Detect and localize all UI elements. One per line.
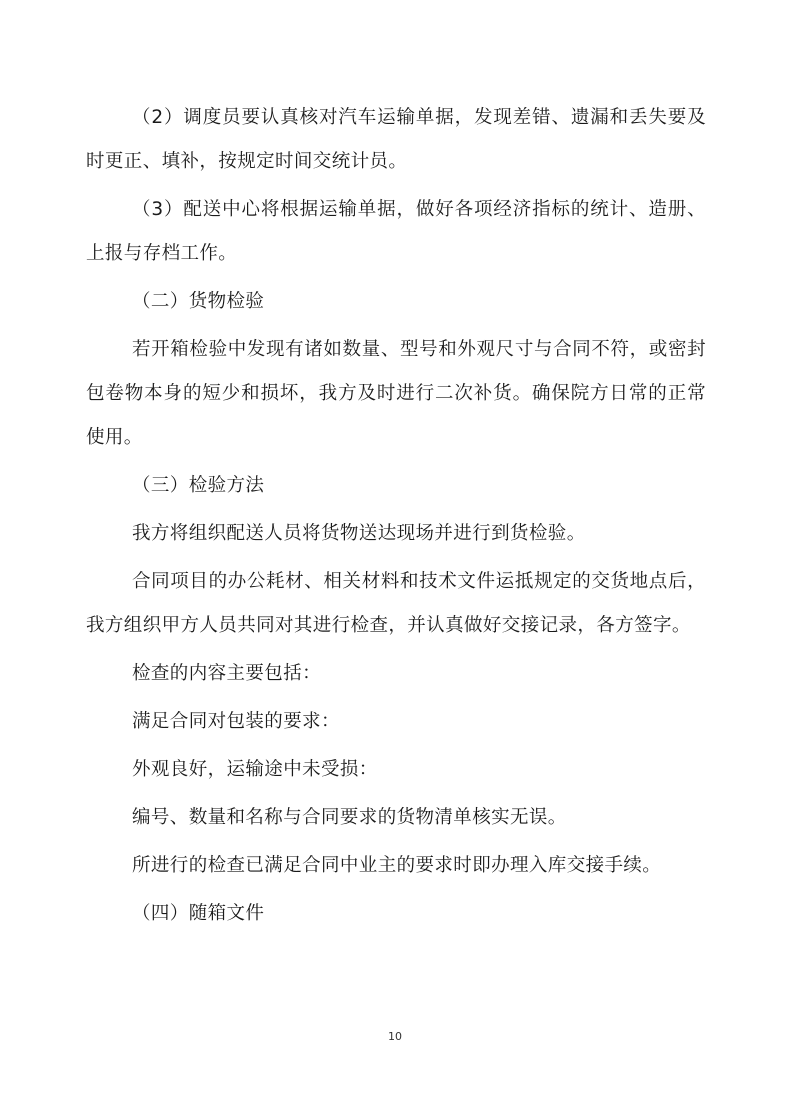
paragraph-warehousing: 所进行的检查已满足合同中业主的要求时即办理入库交接手续。: [132, 855, 662, 876]
heading-accompanying-documents: （四）随箱文件: [132, 903, 265, 924]
paragraph-delivery-inspection: 我方将组织配送人员将货物送达现场并进行到货检验。: [132, 523, 586, 544]
list-item-quantity-check: 编号、数量和名称与合同要求的货物清单核实无误。: [132, 807, 567, 828]
paragraph-unboxing-inspection: 若开箱检验中发现有诸如数量、型号和外观尺寸与合同不符，或密封包卷物本身的短少和损坏，我方及时进行二次补货。确保院方日常的正常使用。: [86, 339, 706, 448]
heading-goods-inspection: （二）货物检验: [132, 291, 265, 312]
page-number: 10: [388, 1030, 402, 1043]
heading-inspection-method: （三）检验方法: [132, 475, 265, 496]
list-item-packaging: 满足合同对包装的要求：: [132, 711, 340, 732]
paragraph-distribution-center: （3）配送中心将根据运输单据，做好各项经济指标的统计、造册、上报与存档工作。: [86, 199, 706, 264]
paragraph-inspection-contents: 检查的内容主要包括：: [132, 663, 322, 684]
paragraph-dispatcher-check: （2）调度员要认真核对汽车运输单据，发现差错、遗漏和丢失要及时更正、填补，按规定时间交统计员。: [86, 107, 706, 172]
list-item-appearance: 外观良好，运输途中未受损：: [132, 759, 378, 780]
paragraph-joint-inspection: 合同项目的办公耗材、相关材料和技术文件运抵规定的交货地点后，我方组织甲方人员共同对其进行检查，并认真做好交接记录，各方签字。: [86, 571, 706, 636]
body-text: [86, 96, 706, 936]
